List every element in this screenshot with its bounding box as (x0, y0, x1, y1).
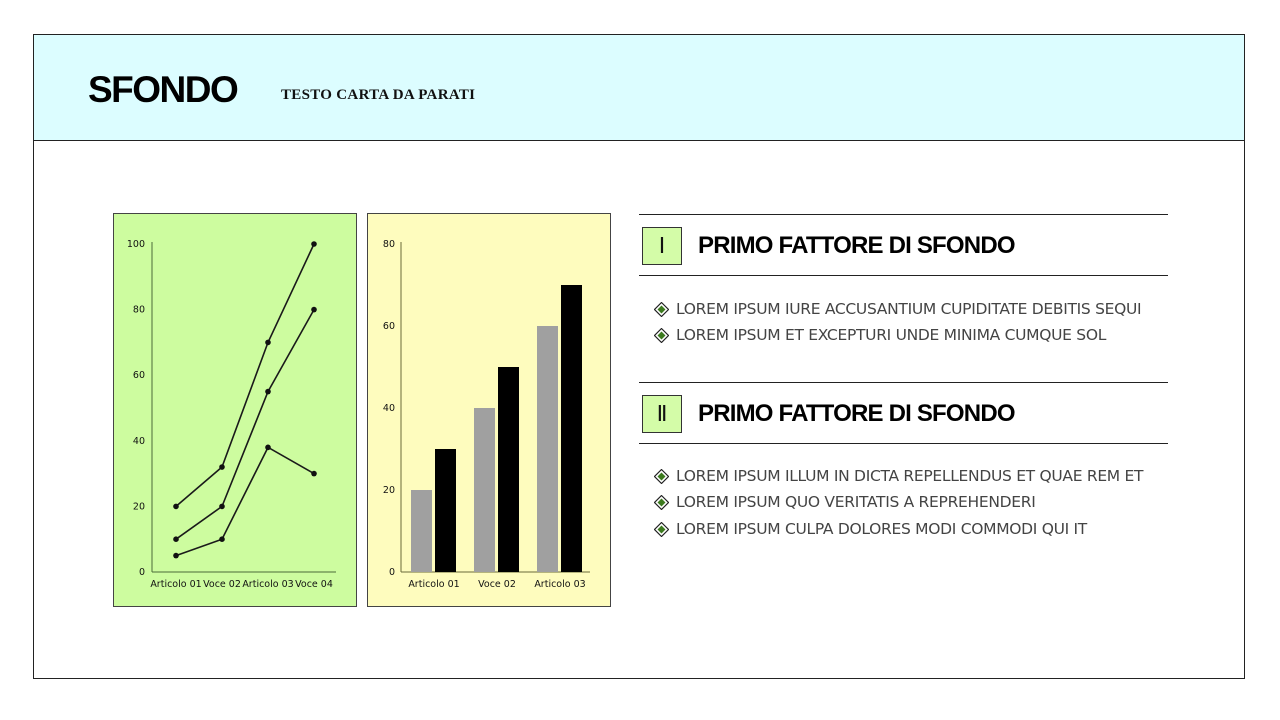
series-line (176, 244, 314, 506)
diamond-bullet-icon (654, 328, 669, 343)
data-point (265, 340, 271, 346)
x-tick-label: Articolo 03 (534, 579, 586, 590)
data-point (219, 464, 225, 470)
y-tick-label: 20 (382, 485, 395, 496)
x-tick-label: Articolo 03 (242, 579, 294, 590)
bar (561, 285, 582, 572)
section-2-bullet-1 (654, 465, 1143, 487)
series-line (176, 447, 314, 555)
series-line (176, 310, 314, 540)
bullet-text: LOREM IPSUM ILLUM IN DICTA REPELLENDUS ET QUAE REM ET (676, 467, 1144, 485)
bullet-text: LOREM IPSUM CULPA DOLORES MODI COMMODI QUI IT (676, 520, 1087, 538)
diamond-bullet-icon (654, 522, 669, 537)
x-tick-label: Articolo 01 (150, 579, 202, 590)
section-2-number: Ⅱ (642, 395, 682, 433)
y-tick-label: 80 (132, 304, 145, 316)
section-1-bullet-1 (654, 298, 1141, 320)
data-point (219, 536, 225, 542)
y-tick-label: 20 (132, 501, 145, 513)
bullet-text: LOREM IPSUM IURE ACCUSANTIUM CUPIDITATE DEBITIS SEQUI (676, 300, 1142, 318)
bar-chart-panel (367, 213, 611, 607)
data-point (219, 504, 225, 510)
diamond-bullet-icon (654, 302, 669, 317)
bar (411, 490, 432, 572)
y-tick-label: 60 (382, 321, 395, 332)
x-tick-label: Voce 02 (203, 579, 241, 590)
section-1-bullet-2 (654, 324, 1106, 346)
diamond-bullet-icon (654, 469, 669, 484)
y-tick-label: 60 (132, 370, 145, 382)
y-tick-label: 40 (132, 435, 145, 447)
bar (537, 326, 558, 572)
header-band (34, 35, 1244, 141)
section-2-title: PRIMO FATTORE DI SFONDO (698, 400, 1015, 427)
data-point (311, 471, 317, 477)
y-tick-label: 0 (388, 567, 395, 578)
section-1-bottom-rule (639, 275, 1168, 276)
data-point (311, 307, 317, 313)
y-tick-label: 80 (382, 239, 395, 250)
data-point (265, 445, 271, 451)
diamond-bullet-icon (654, 495, 669, 510)
data-point (173, 553, 179, 559)
x-tick-label: Voce 02 (478, 579, 516, 590)
data-point (173, 536, 179, 542)
data-point (311, 241, 317, 247)
section-2-top-rule (639, 382, 1168, 383)
section-2-bottom-rule (639, 443, 1168, 444)
section-1-title: PRIMO FATTORE DI SFONDO (698, 232, 1015, 259)
bullet-text: LOREM IPSUM QUO VERITATIS A REPREHENDERI (676, 493, 1036, 511)
section-1-top-rule (639, 214, 1168, 215)
y-tick-label: 40 (382, 403, 395, 414)
line-chart-panel (113, 213, 357, 607)
y-tick-label: 0 (138, 567, 145, 578)
bar-chart (368, 214, 612, 608)
data-point (173, 504, 179, 510)
x-tick-label: Voce 04 (295, 579, 333, 590)
bar (435, 449, 456, 572)
data-point (265, 389, 271, 395)
section-2-bullet-3 (654, 518, 1087, 540)
page-title: SFONDO (88, 69, 238, 110)
section-1-number: Ⅰ (642, 227, 682, 265)
section-2-bullet-2 (654, 491, 1036, 513)
page-subtitle: TESTO CARTA DA PARATI (281, 87, 476, 103)
line-chart (114, 214, 358, 608)
y-tick-label: 100 (126, 239, 145, 250)
bullet-text: LOREM IPSUM ET EXCEPTURI UNDE MINIMA CUMQUE SOL (676, 326, 1107, 344)
x-tick-label: Articolo 01 (408, 579, 460, 590)
bar (498, 367, 519, 572)
bar (474, 408, 495, 572)
